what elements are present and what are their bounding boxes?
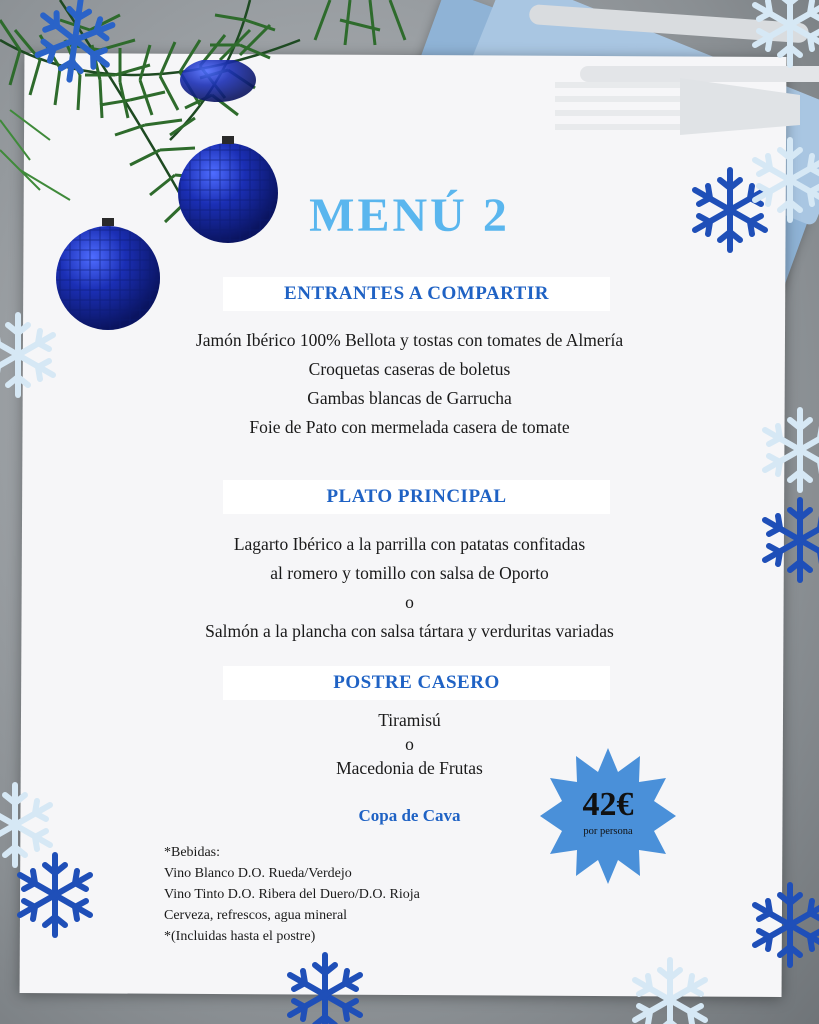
list-item: Tiramisú (378, 710, 441, 730)
list-item: Vino Tinto D.O. Ribera del Duero/D.O. Rioja (164, 887, 420, 902)
entrantes-list (0, 326, 819, 442)
list-item: o (405, 592, 414, 612)
fork-icon (470, 0, 819, 160)
menu-title: MENÚ 2 (309, 189, 510, 242)
list-item: Gambas blancas de Garrucha (307, 388, 512, 408)
postre-list (0, 708, 819, 780)
price-amount: 42€ (582, 786, 634, 823)
list-item: Vino Blanco D.O. Rueda/Verdejo (164, 866, 352, 881)
list-item: *Bebidas: (164, 845, 220, 860)
section-heading-entrantes: ENTRANTES A COMPARTIR (223, 277, 610, 311)
price-note: por persona (583, 826, 633, 837)
drinks-list (164, 842, 420, 947)
list-item: *(Incluidas hasta el postre) (164, 929, 316, 944)
list-item: Salmón a la plancha con salsa tártara y verduritas variadas (205, 621, 614, 641)
section-heading-plato-principal: PLATO PRINCIPAL (223, 480, 610, 514)
price-badge (540, 748, 676, 884)
section-heading-postre: POSTRE CASERO (223, 666, 610, 700)
list-item: Croquetas caseras de boletus (308, 359, 511, 379)
list-item: al romero y tomillo con salsa de Oporto (270, 563, 549, 583)
list-item: Cerveza, refrescos, agua mineral (164, 908, 348, 923)
cava-note: Copa de Cava (358, 806, 461, 825)
list-item: Foie de Pato con mermelada casera de tomate (249, 417, 570, 437)
list-item: Lagarto Ibérico a la parrilla con patatas confitadas (233, 534, 586, 554)
list-item: o (405, 734, 414, 754)
list-item: Jamón Ibérico 100% Bellota y tostas con tomates de Almería (195, 330, 624, 350)
list-item: Macedonia de Frutas (336, 758, 483, 778)
plato-principal-list (0, 530, 819, 646)
